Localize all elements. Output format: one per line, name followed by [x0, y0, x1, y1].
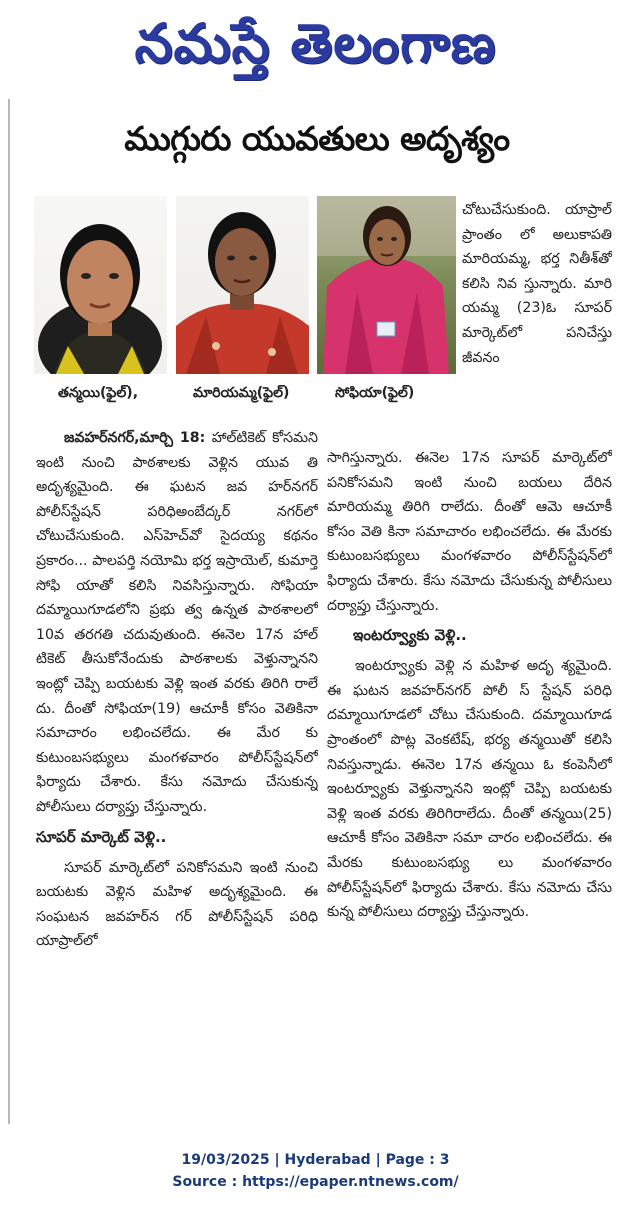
- article-paragraph-2: సూపర్ మార్కెట్‌లో పనికోసమని ఇంటి నుంచి బయటకు వెళ్లిన మహిళ అదృశ్యమైంది. ఈ సంఘటన జవహర్‌న గర్ పోలీస్‌స్టేషన్ పరిధి యాప్రాల్‌లో: [36, 859, 318, 950]
- caption-sophia: సోఫియా(ఫైల్): [335, 385, 415, 401]
- photo-tanmayi: [34, 196, 167, 374]
- subheading-supermarket: సూపర్ మార్కెట్ వెళ్లి..: [36, 827, 167, 846]
- article-column-right: [327, 446, 612, 1122]
- photo-sophia: [317, 196, 456, 374]
- article-paragraph-3: ఇంటర్వ్యూకు వెళ్లి న మహిళ అదృ శ్యమైంది. ఈ ఘటన జవహర్‌నగర్ పోలీ స్ స్టేషన్ పరిధి దమ్మాయిగూడలో చోటు చేసుకుంది. దమ్మాయిగూడ ప్రాంతంలో పొట్ల వెంకటేష్, భర్య తన్మయితో కలిసి నివస్తున్నాడు. ఈనెల 17న తన్మయి ఓ కంపెనీలో ఇంటర్వ్యూకు వెళ్తున్నానని ఇంట్లో చెప్పి బయటకు వెళ్లి ఇంత వరకు తిరిగిరాలేదు. దీంతో తన్మయి(25) ఆచూకీ కోసం వెతికినా సమా చారం లభించలేదు. ఈ మేరకు కుటుంబసభ్యు లు మంగళవారం పోలీస్‌స్టేషన్‌లో ఫిర్యాదు చేశారు. కేసు నమోదు చేసు కున్న పోలీసులు దర్యాప్తు చేస్తున్నారు.: [327, 658, 612, 921]
- footer-source-line: Source : https://epaper.ntnews.com/: [172, 1174, 459, 1190]
- photo-mariyamma: [176, 196, 309, 374]
- column-rule: [8, 99, 10, 1124]
- caption-mariyamma: మారియమ్మ(ఫైల్): [193, 385, 290, 401]
- article-paragraph-2-continued: చోటుచేసుకుంది. యాప్రాల్ ప్రాంతం లో అలుకాపతి మారియమ్మ, భర్త నితీశ్‌తో కలిసి నివ స్తున్నారు. మారి యమ్మ (23)ఓ సూపర్ మార్కెట్‌లో పనిచేస్తు జీవనం: [462, 202, 612, 366]
- subheading-interview: ఇంటర్వ్యూకు వెళ్లి..: [353, 626, 467, 645]
- article-paragraph-2-end: సాగిస్తున్నారు. ఈనెల 17న సూపర్ మార్కెట్‌లో పనికోసమని ఇంటి నుంచి బయలు దేరిన మారియమ్మ తిరిగి రాలేదు. దీంతో ఆమె ఆచూకీ కోసం వెతి కినా సమాచారం లభించలేదు. ఈ మేరకు కుటుంబసభ్యులు మంగళవారం పోలీస్‌స్టేషన్‌లో ఫిర్యాదు చేశారు. కేసు నమోదు చేసుకున్న పోలీసులు దర్యాప్తు చేస్తున్నారు.: [327, 450, 612, 614]
- headline: ముగ్గురు యువతులు అదృశ్యం: [124, 119, 510, 158]
- dateline: జవహర్‌నగర్,మార్చి 18:: [64, 430, 206, 446]
- masthead: [0, 0, 631, 90]
- article-paragraph-1: హాల్‌టికెట్ కోసమని ఇంటి నుంచి పాఠశాలకు వెళ్లిన యువ తి అదృశ్యమైంది. ఈ ఘటన జవ హర్‌నగర్ పోలీస్‌స్టేషన్ పరిధిఅంబేద్కర్ నగర్‌లో చోటుచేసుకుంది. ఎస్‌హెచ్‌వో సైదయ్య కథనం ప్రకారం... పాలపర్తి నయోమి భర్త ఇస్రాయెల్, కుమార్తె సోఫి యాతో కలిసి నివసిస్తున్నారు. సోఫియా దమ్మాయిగూడలోని ప్రభు త్వ ఉన్నత పాఠశాలలో 10వ తరగతి చదువుతుంది. ఈనెల 17న హాల్ టికెట్ తీసుకోనేందుకు పాఠశాలకు వెళ్తున్నానని ఇంట్లో చెప్పి బయటకు వెళ్లి ఇంత వరకు తిరిగి రాలే దు. దీంతో సోఫియా(19) ఆచూకీ కోసం వెతికినా సమాచారం లభించలేదు. ఈ మేర కు కుటుంబసభ్యులు మంగళవారం పోలీస్‌స్టేషన్‌లో ఫిర్యాదు చేశారు. కేసు నమోదు చేసుకున్న పోలీసులు దర్యాప్తు చేస్తున్నారు.: [36, 430, 318, 815]
- caption-tanmayi: తన్మయి(ఫైల్),: [58, 385, 139, 401]
- footer-date-line: 19/03/2025 | Hyderabad | Page : 3: [181, 1152, 450, 1168]
- masthead-logo: నమస్తే తెలంగాణ: [134, 12, 497, 75]
- article-column-right-top: [462, 198, 612, 444]
- article-column-left: [36, 426, 318, 1122]
